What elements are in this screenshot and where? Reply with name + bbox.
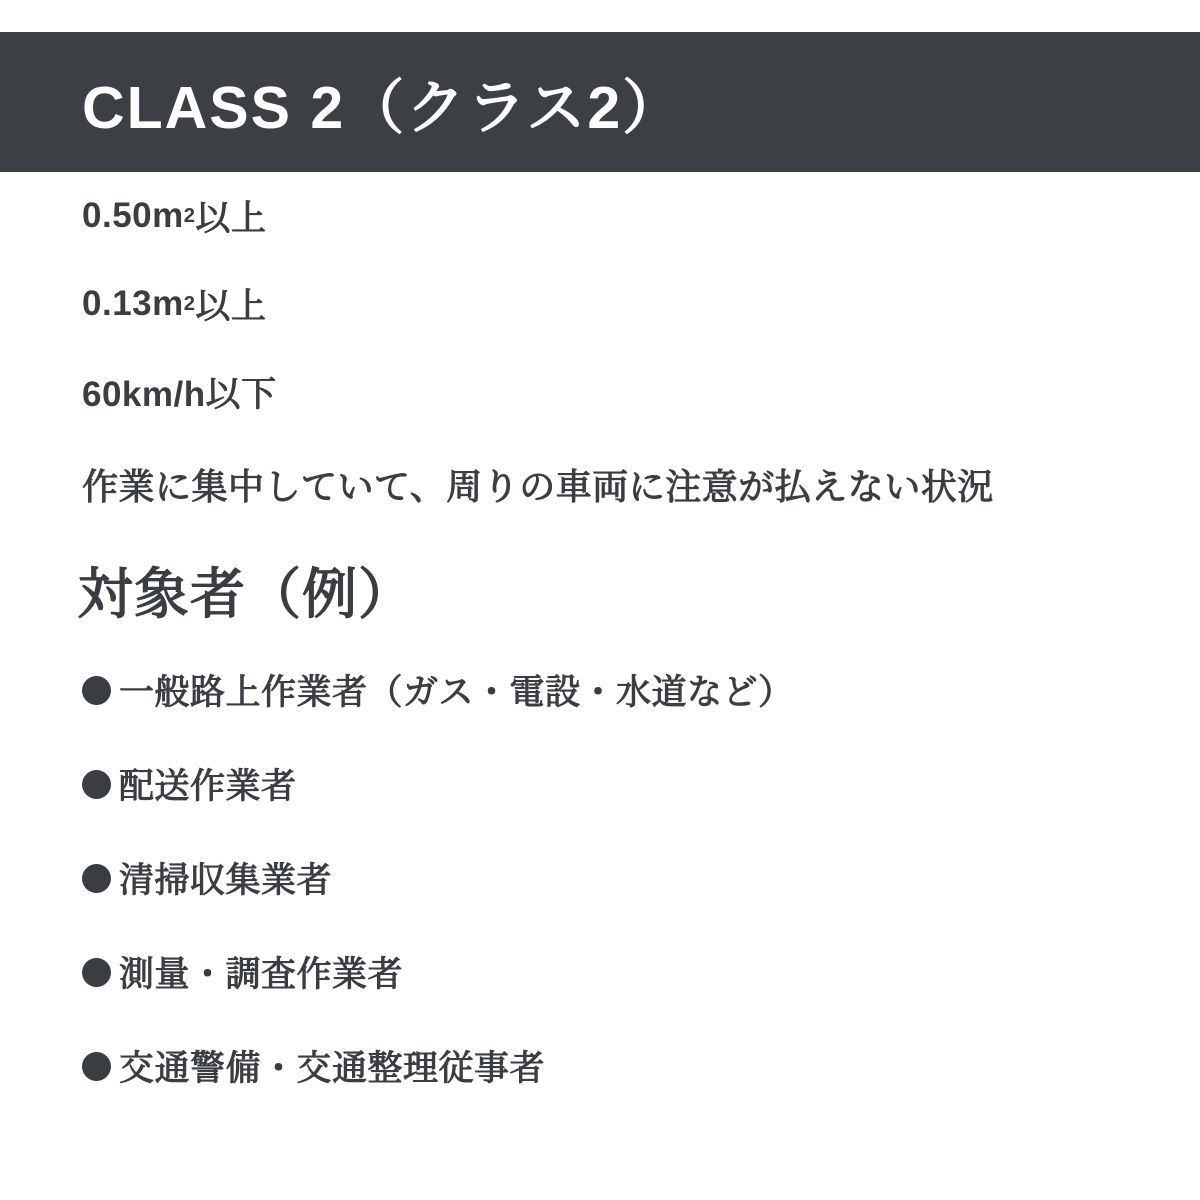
list-item-label: 配送作業者 (119, 767, 297, 806)
list-item (82, 643, 1200, 737)
list-item (82, 1019, 1200, 1113)
list-item (82, 925, 1200, 1019)
section-heading-target-users: 対象者（例） (78, 563, 415, 625)
list-item (82, 831, 1200, 925)
spec-value: 0.50 (82, 196, 153, 235)
page-title: CLASS 2（クラス2） (82, 74, 684, 141)
bullet-dot-icon (82, 676, 111, 705)
spec-item-area-reflective: 0.13 m 2 以上 (82, 260, 1200, 348)
spec-value: 0.13 (82, 284, 153, 323)
spec-suffix: 以上 (195, 199, 267, 238)
spec-list (0, 172, 1200, 532)
list-item-label: 交通警備・交通整理従事者 (119, 1049, 546, 1088)
spec-item-speed: 60km/h以下 (82, 375, 277, 414)
class-header-band (0, 32, 1200, 172)
spec-unit: m (152, 196, 184, 235)
spec-item-condition: 作業に集中していて、周りの車両に注意が払えない状況 (82, 465, 994, 507)
bullet-dot-icon (82, 1052, 111, 1081)
spec-suffix: 以上 (195, 287, 267, 326)
list-item (82, 737, 1200, 831)
list-item-label: 測量・調査作業者 (119, 955, 404, 994)
bullet-dot-icon (82, 958, 111, 987)
target-user-list (0, 643, 1200, 1113)
spec-unit: m (152, 284, 184, 323)
spec-item-area-background: 0.50 m 2 以上 (82, 172, 1200, 260)
bullet-dot-icon (82, 864, 111, 893)
list-item-label: 清掃収集業者 (119, 861, 333, 900)
list-item-label: 一般路上作業者（ガス・電設・水道など） (119, 673, 794, 712)
bullet-dot-icon (82, 770, 111, 799)
content-area (0, 172, 1200, 1113)
